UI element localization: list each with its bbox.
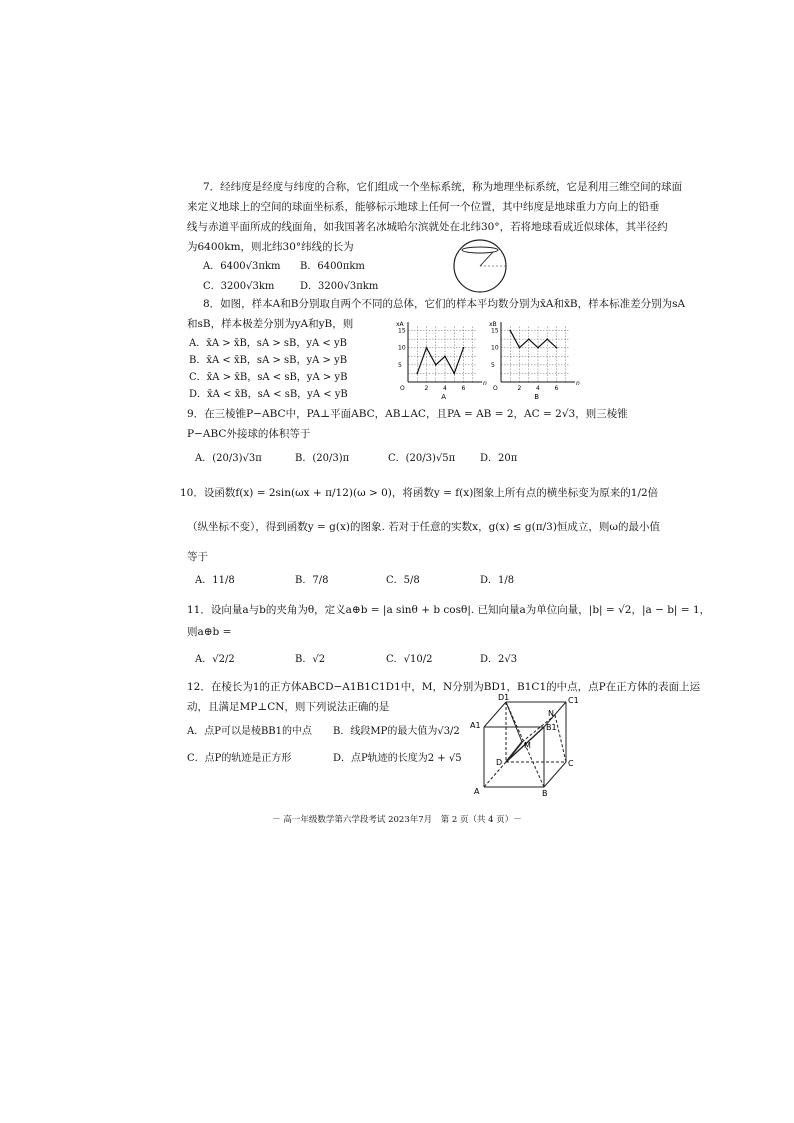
data-point: [546, 338, 548, 340]
x-tick-label: 4: [536, 385, 540, 392]
data-point: [435, 364, 437, 366]
data-point: [528, 338, 530, 340]
q12-option-a: A．点P可以是棱BB1的中点: [187, 726, 313, 737]
chart-sample-a: [392, 312, 490, 402]
chart-caption: B: [534, 393, 540, 401]
q9-line-1: 9．在三棱锥P−ABC中，PA⊥平面ABC，AB⊥AC，且PA = AB = 2，AC = 2√3，则三棱锥: [187, 408, 628, 420]
cube-label-d1: D1: [498, 693, 510, 702]
q9-option-c: C．(20/3)√5π: [388, 453, 456, 464]
cube-label-c: C: [568, 759, 574, 768]
q10-option-d: D．1/8: [480, 575, 515, 586]
chart-sample-b: [485, 312, 583, 402]
origin-label: O: [493, 385, 498, 392]
origin-label: O: [400, 385, 405, 392]
y-axis-label: xA: [396, 321, 404, 328]
q12-line-1: 12．在棱长为1的正方体ABCD−A1B1C1D1中，M，N分别为BD1，B1C1的中点，点P在正方体的表面上运: [187, 681, 701, 693]
x-tick-label: 4: [443, 385, 447, 392]
q11-option-a: A．√2/2: [195, 654, 235, 665]
data-point: [426, 347, 428, 349]
data-point: [416, 373, 418, 375]
cube-label-b1: B1: [546, 723, 557, 732]
q11-option-d: D．2√3: [480, 654, 518, 665]
q8-option-a: A．x̄A > x̄B，sA > sB，yA < yB: [189, 338, 347, 349]
q11-line-2: 则a⊕b =: [187, 626, 232, 638]
q7-option-b: B．6400πkm: [300, 261, 365, 272]
x-axis-label: n: [576, 380, 580, 387]
q8-line-1: 8．如图，样本A和B分别取自两个不同的总体，它们的样本平均数分别为x̄A和x̄B，样本标准差分别为sA: [203, 298, 686, 310]
q7-option-a: A．6400√3πkm: [203, 261, 281, 272]
y-axis-label: xB: [489, 321, 497, 328]
q7-option-d: D．3200√3πkm: [300, 281, 379, 292]
cube-label-n: N: [548, 709, 554, 718]
data-point: [453, 373, 455, 375]
x-tick-label: 2: [424, 385, 429, 392]
data-point: [556, 347, 558, 349]
q10-option-c: C．5/8: [386, 575, 420, 586]
data-point: [537, 347, 539, 349]
q9-option-d: D．20π: [480, 453, 518, 464]
earth-sphere-figure: [448, 236, 512, 296]
y-tick-label: 10: [491, 344, 499, 352]
x-tick-label: 6: [554, 385, 559, 392]
q7-option-c: C．3200√3km: [203, 281, 275, 292]
q10-option-a: A．11/8: [195, 575, 235, 586]
cube-label-d: D: [496, 758, 503, 767]
series-line: [417, 348, 463, 374]
y-tick-label: 10: [398, 344, 406, 352]
y-tick-label: 5: [491, 361, 495, 369]
data-point: [509, 330, 511, 332]
q9-option-b: B．(20/3)π: [295, 453, 350, 464]
cube-figure: [462, 690, 590, 798]
q7-line-1: 7．经纬度是经度与纬度的合称，它们组成一个坐标系统，称为地理坐标系统，它是利用三维空间的球面: [203, 181, 683, 193]
q12-option-b: B．线段MP的最大值为√3/2: [333, 726, 460, 737]
q8-option-b: B．x̄A < x̄B，sA > sB，yA > yB: [189, 355, 348, 366]
cube-label-c1: C1: [568, 696, 579, 705]
data-point: [444, 355, 446, 357]
q8-line-2: 和sB，样本极差分别为yA和yB，则: [187, 318, 354, 330]
q10-line-3: 等于: [187, 551, 208, 563]
y-tick-label: 15: [398, 327, 406, 335]
q12-option-d: D．点P轨迹的长度为2 + √5: [333, 753, 462, 764]
data-point: [519, 347, 521, 349]
page-footer: － 高一年级数学第六学段考试 2023年7月 第 2 页（共 4 页）－: [272, 815, 522, 825]
q12-line-2: 动，且满足MP⊥CN，则下列说法正确的是: [187, 701, 390, 713]
y-tick-label: 15: [491, 327, 499, 335]
q11-option-b: B．√2: [295, 654, 326, 665]
cube-label-a: A: [474, 787, 480, 796]
x-axis-label: n: [483, 380, 487, 387]
q10-line-1: 10．设函数f(x) = 2sin(ωx + π/12)(ω > 0)，将函数y = f(x)图象上所有点的横坐标变为原来的1/2倍: [180, 487, 659, 499]
q9-option-a: A．(20/3)√3π: [195, 453, 262, 464]
q8-option-c: C．x̄A > x̄B，sA < sB，yA > yB: [189, 372, 348, 383]
cube-label-b: B: [542, 789, 548, 798]
q12-option-c: C．点P的轨迹是正方形: [187, 753, 292, 764]
y-tick-label: 5: [398, 361, 402, 369]
q7-line-3: 线与赤道平面所成的线面角，如我国著名冰城哈尔滨就处在北纬30°，若将地球看成近似球体，其半径约: [187, 221, 668, 233]
q7-line-4: 为6400km，则北纬30°纬线的长为: [187, 241, 354, 253]
q11-option-c: C．√10/2: [386, 654, 433, 665]
cube-label-m: M: [524, 741, 531, 750]
q10-line-2: （纵坐标不变），得到函数y = g(x)的图象. 若对于任意的实数x，g(x) ≤ g(π/3)恒成立，则ω的最小值: [187, 521, 660, 533]
q11-line-1: 11．设向量a与b的夹角为θ，定义a⊕b = |a sinθ + b cosθ|. 已知向量a为单位向量，|b| = √2，|a − b| = 1，: [187, 604, 711, 616]
q7-line-2: 来定义地球上的空间的球面坐标系，能够标示地球上任何一个位置，其中纬度是地球重力方向上的铅垂: [187, 201, 660, 213]
q9-line-2: P−ABC外接球的体积等于: [187, 428, 311, 440]
chart-caption: A: [441, 393, 447, 401]
q8-option-d: D．x̄A < x̄B，sA < sB，yA < yB: [189, 389, 348, 400]
q10-option-b: B．7/8: [295, 575, 329, 586]
x-tick-label: 6: [461, 385, 466, 392]
x-tick-label: 2: [517, 385, 522, 392]
cube-label-a1: A1: [470, 721, 481, 730]
data-point: [463, 347, 465, 349]
